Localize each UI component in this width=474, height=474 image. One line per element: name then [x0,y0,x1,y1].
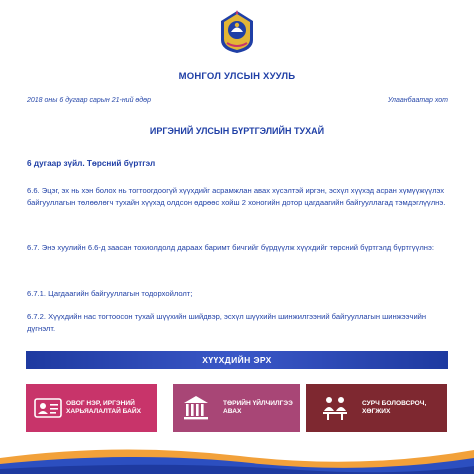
right-card-text: СУРЧ БОЛОВСРОЧ, ХӨГЖИХ [362,400,427,416]
students-icon [320,393,350,423]
right-card-name-citizenship [26,384,157,432]
document-title: ИРГЭНИЙ УЛСЫН БҮРТГЭЛИЙН ТУХАЙ [149,126,325,136]
child-rights-label: ХҮҮХДИЙН ЭРХ [202,355,272,365]
footer-wave-decoration [0,438,474,474]
paragraph-6-7: 6.7. Энэ хуулийн 6.6-д заасан тохиолдолд дараах баримт бичгийг бүрдүүлж хүүхдийг төрсний бүртгэлд бүртгүүлнэ: [27,243,434,252]
id-card-icon [33,393,63,423]
government-building-icon [181,393,211,423]
right-card-public-service [173,384,300,432]
paragraph-6-7-2: 6.7.2. Хүүхдийн нас тогтоосон тухай шүүхийн шийдвэр, эсхүл шүүхийн шинжилгээний байгууллагын шинжээчийн дүгнэлт. [27,312,427,333]
law-place: Улаанбаатар хот [387,97,448,104]
right-card-text: ОВОГ НЭР, ИРГЭНИЙ ХАРЬЯАЛАЛТАЙ БАЙХ [66,400,142,416]
state-emblem-icon [219,10,255,54]
right-card-text: ТӨРИЙН ҮЙЛЧИЛГЭЭ АВАХ [223,400,293,416]
paragraph-6-6: 6.6. Эцэг, эх нь хэн болох нь тогтоогдоогүй хүүхдийг асрамжлан авах хүсэлтэй иргэн, эсхүл хүүхэд асран хүмүүжүүлэх байгууллагын төлөөлөгч тухайн хүүхэд олдсон өдрөөс хойш 2 хоногийн дотор цагдаагийн байгууллагад тэмдэглүүлнэ. [27,186,446,207]
law-title: МОНГОЛ УЛСЫН ХУУЛЬ [178,71,296,82]
article-heading: 6 дугаар зүйл. Төрсний бүртгэл [27,159,156,168]
law-date: 2018 оны 6 дугаар сарын 21-ний өдөр [27,97,151,104]
child-rights-banner [26,351,448,369]
paragraph-6-7-1: 6.7.1. Цагдаагийн байгууллагын тодорхойлолт; [27,289,193,298]
right-card-education [306,384,447,432]
